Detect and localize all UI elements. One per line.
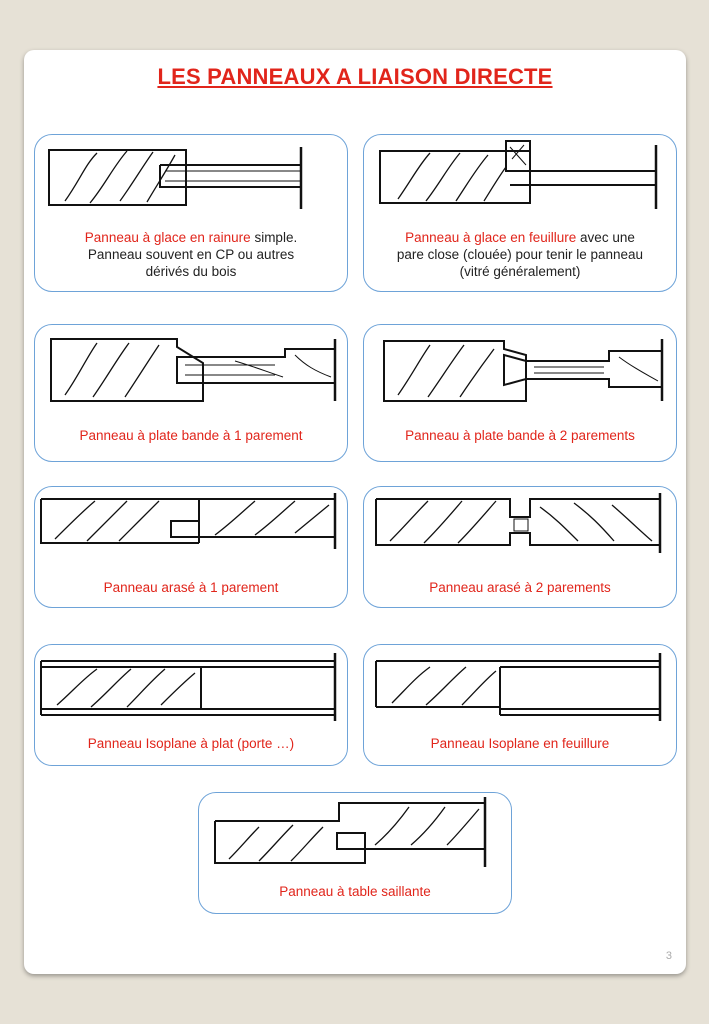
card-table-saillante [198, 792, 512, 914]
card-arase-2 [363, 486, 677, 608]
caption-red: Panneau arasé à 2 parements [429, 580, 611, 595]
card-arase-1 [34, 486, 348, 608]
caption-line2: Panneau souvent en CP ou autres [87, 247, 295, 262]
caption-line2: pare close (clouée) pour tenir le panneau [396, 247, 644, 262]
caption-red: Panneau à plate bande à 1 parement [79, 428, 303, 443]
caption-red: Panneau à plate bande à 2 parements [405, 428, 635, 443]
caption-rest: avec une [576, 230, 635, 245]
drawing-glace-rainure [35, 135, 349, 235]
caption-line3: dérivés du bois [145, 264, 237, 279]
caption-red: Panneau à glace en rainure [84, 230, 251, 245]
caption-red: Panneau Isoplane en feuillure [430, 736, 610, 751]
drawing-plate-bande-1 [35, 325, 349, 415]
drawing-isoplane-plat [35, 645, 349, 725]
drawing-isoplane-feuillure [364, 645, 678, 725]
card-plate-bande-2 [363, 324, 677, 462]
caption-red: Panneau à glace en feuillure [405, 230, 577, 245]
card-glace-feuillure [363, 134, 677, 292]
card-glace-rainure [34, 134, 348, 292]
caption-red: Panneau Isoplane à plat (porte …) [87, 736, 295, 751]
card-plate-bande-1 [34, 324, 348, 462]
drawing-table-saillante [199, 793, 513, 877]
page-number: 3 [665, 950, 672, 962]
drawing-arase-1 [35, 487, 349, 567]
caption-red: Panneau arasé à 1 parement [103, 580, 279, 595]
caption-line3: (vitré généralement) [459, 264, 581, 279]
caption-rest: simple. [250, 230, 298, 245]
caption-red: Panneau à table saillante [279, 884, 431, 899]
card-isoplane-feuillure [363, 644, 677, 766]
drawing-plate-bande-2 [364, 325, 678, 415]
page-title: LES PANNEAUX A LIAISON DIRECTE [157, 64, 553, 89]
card-isoplane-plat [34, 644, 348, 766]
drawing-arase-2 [364, 487, 678, 567]
slide-page [24, 50, 686, 974]
drawing-glace-feuillure [364, 135, 678, 235]
